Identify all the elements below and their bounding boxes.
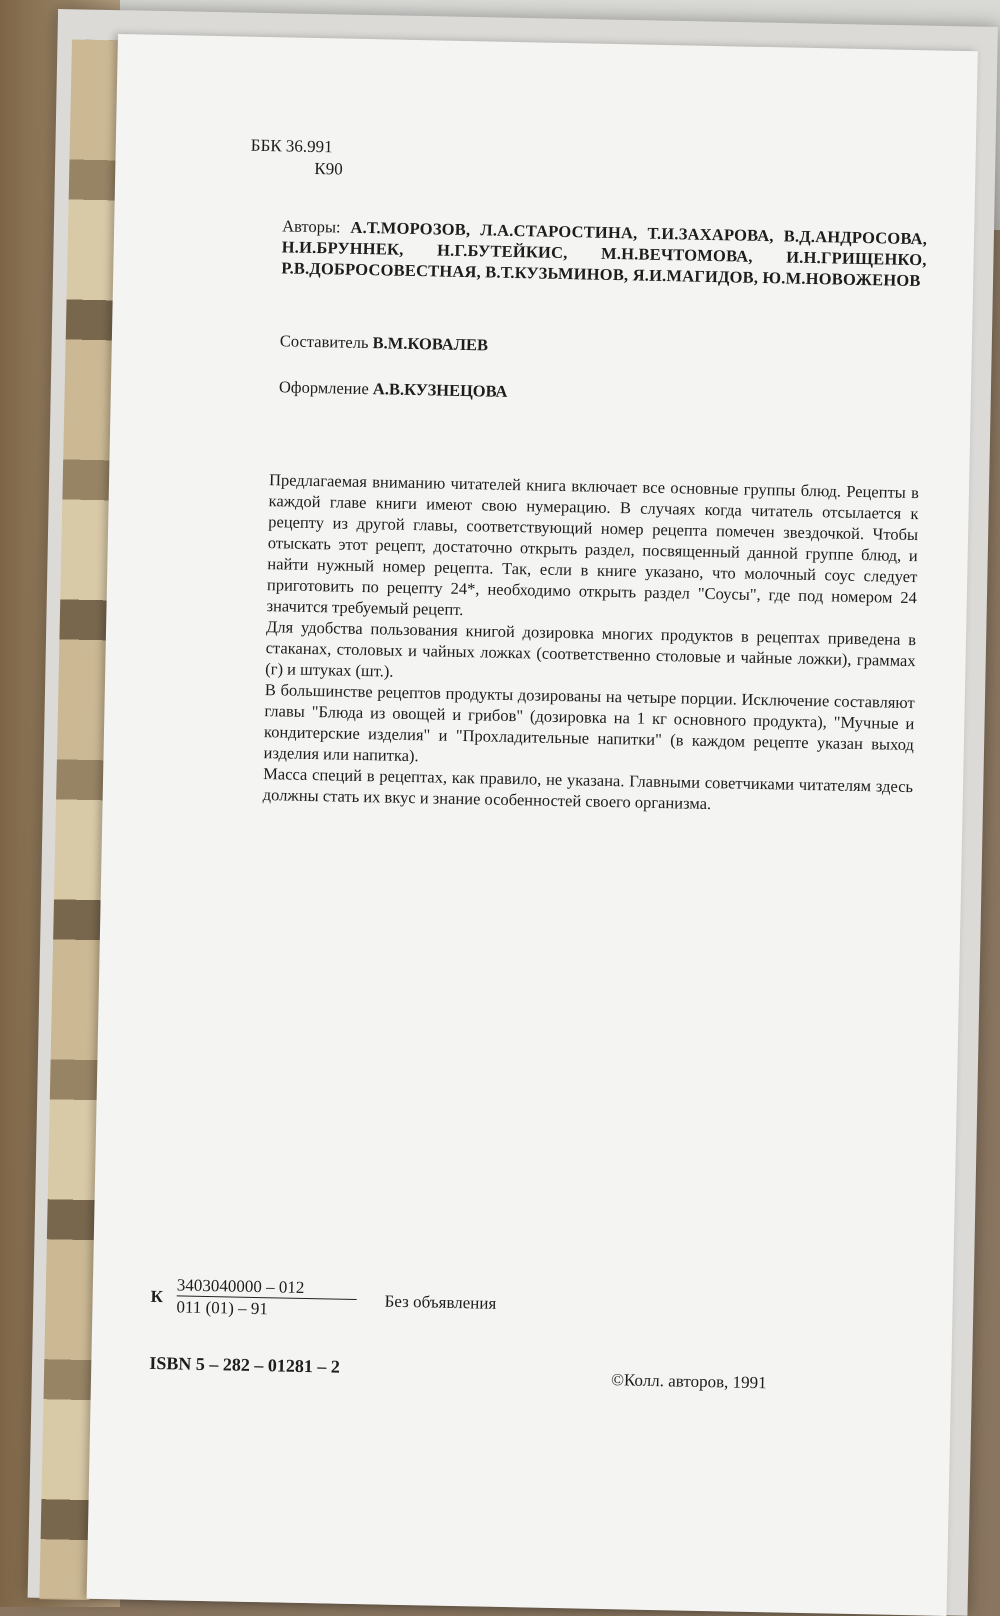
bbk-line: ББК 36.991	[250, 135, 333, 157]
bbk-author-mark: К90	[314, 158, 343, 179]
publication-denominator: 011 (01) – 91	[176, 1297, 269, 1319]
authors-block	[281, 215, 927, 291]
book-page	[87, 34, 978, 1616]
publication-k: К	[150, 1286, 164, 1307]
compiler-name: В.М.КОВАЛЕВ	[372, 333, 489, 355]
authors-label: Авторы:	[281, 216, 341, 237]
paragraph: В большинстве рецептов продукты дозированы на четыре порции. Исключение составляют главы "Блюда из овощей и грибов" (дозировка на 1 кг основного продукта), "Мучные и кондитерские изделия" и "Прохладительные напитки" (в каждом рецепте указан выход изделия или напитка).	[263, 680, 915, 766]
copyright: ©Колл. авторов, 1991	[610, 1370, 767, 1393]
isbn: ISBN 5 – 282 – 01281 – 2	[149, 1352, 341, 1377]
design-label: Оформление	[278, 377, 369, 399]
annotation-text	[263, 469, 920, 818]
paragraph: Для удобства пользования книгой дозировка многих продуктов в рецептах приведена в стаканах, столовых и чайных ложках (соответственно столовые и чайные ложки), граммах (г) и штуках (шт.).	[265, 617, 917, 681]
paragraph: Предлагаемая вниманию читателей книга включает все основные группы блюд. Рецепты в каждой главе книги имеют свою нумерацию. В случаях когда читатель отсылается к рецепту из другой главы, соответствующий номер рецепта помечен звездочкой. Чтобы отыскать этот рецепт, достаточно открыть раздел, посвященный данной группе блюд, и найти нужный номер рецепта. Так, если в книге указано, что молочный соус следует приготовить по рецепту 24*, необходимо открыть раздел "Соусы", где под номером 24 значится требуемый рецепт.	[266, 470, 920, 620]
authors-names: А.Т.МОРОЗОВ, Л.А.СТАРОСТИНА, Т.И.ЗАХАРОВА, В.Д.АНДРОСОВА, Н.И.БРУННЕК, Н.Г.БУТЕЙКИС, М.Н.ВЕЧТОМОВА, И.Н.ГРИЩЕНКО, Р.В.ДОБРОСОВЕСТНАЯ, В.Т.КУЗЬМИНОВ, Я.И.МАГИДОВ, Ю.М.НОВОЖЕНОВ	[281, 217, 928, 291]
design-line	[279, 377, 508, 402]
paragraph: Масса специй в рецептах, как правило, не указана. Главными советчиками читателям здесь должны стать их вкус и знание особенностей своего организма.	[262, 764, 914, 814]
compiler-label: Составитель	[279, 331, 369, 353]
publication-numerator: 3403040000 – 012	[177, 1275, 357, 1300]
compiler-line	[280, 331, 489, 355]
publication-note: Без объявления	[384, 1291, 497, 1313]
design-name: А.В.КУЗНЕЦОВА	[372, 379, 508, 401]
bbk-code	[250, 135, 343, 181]
